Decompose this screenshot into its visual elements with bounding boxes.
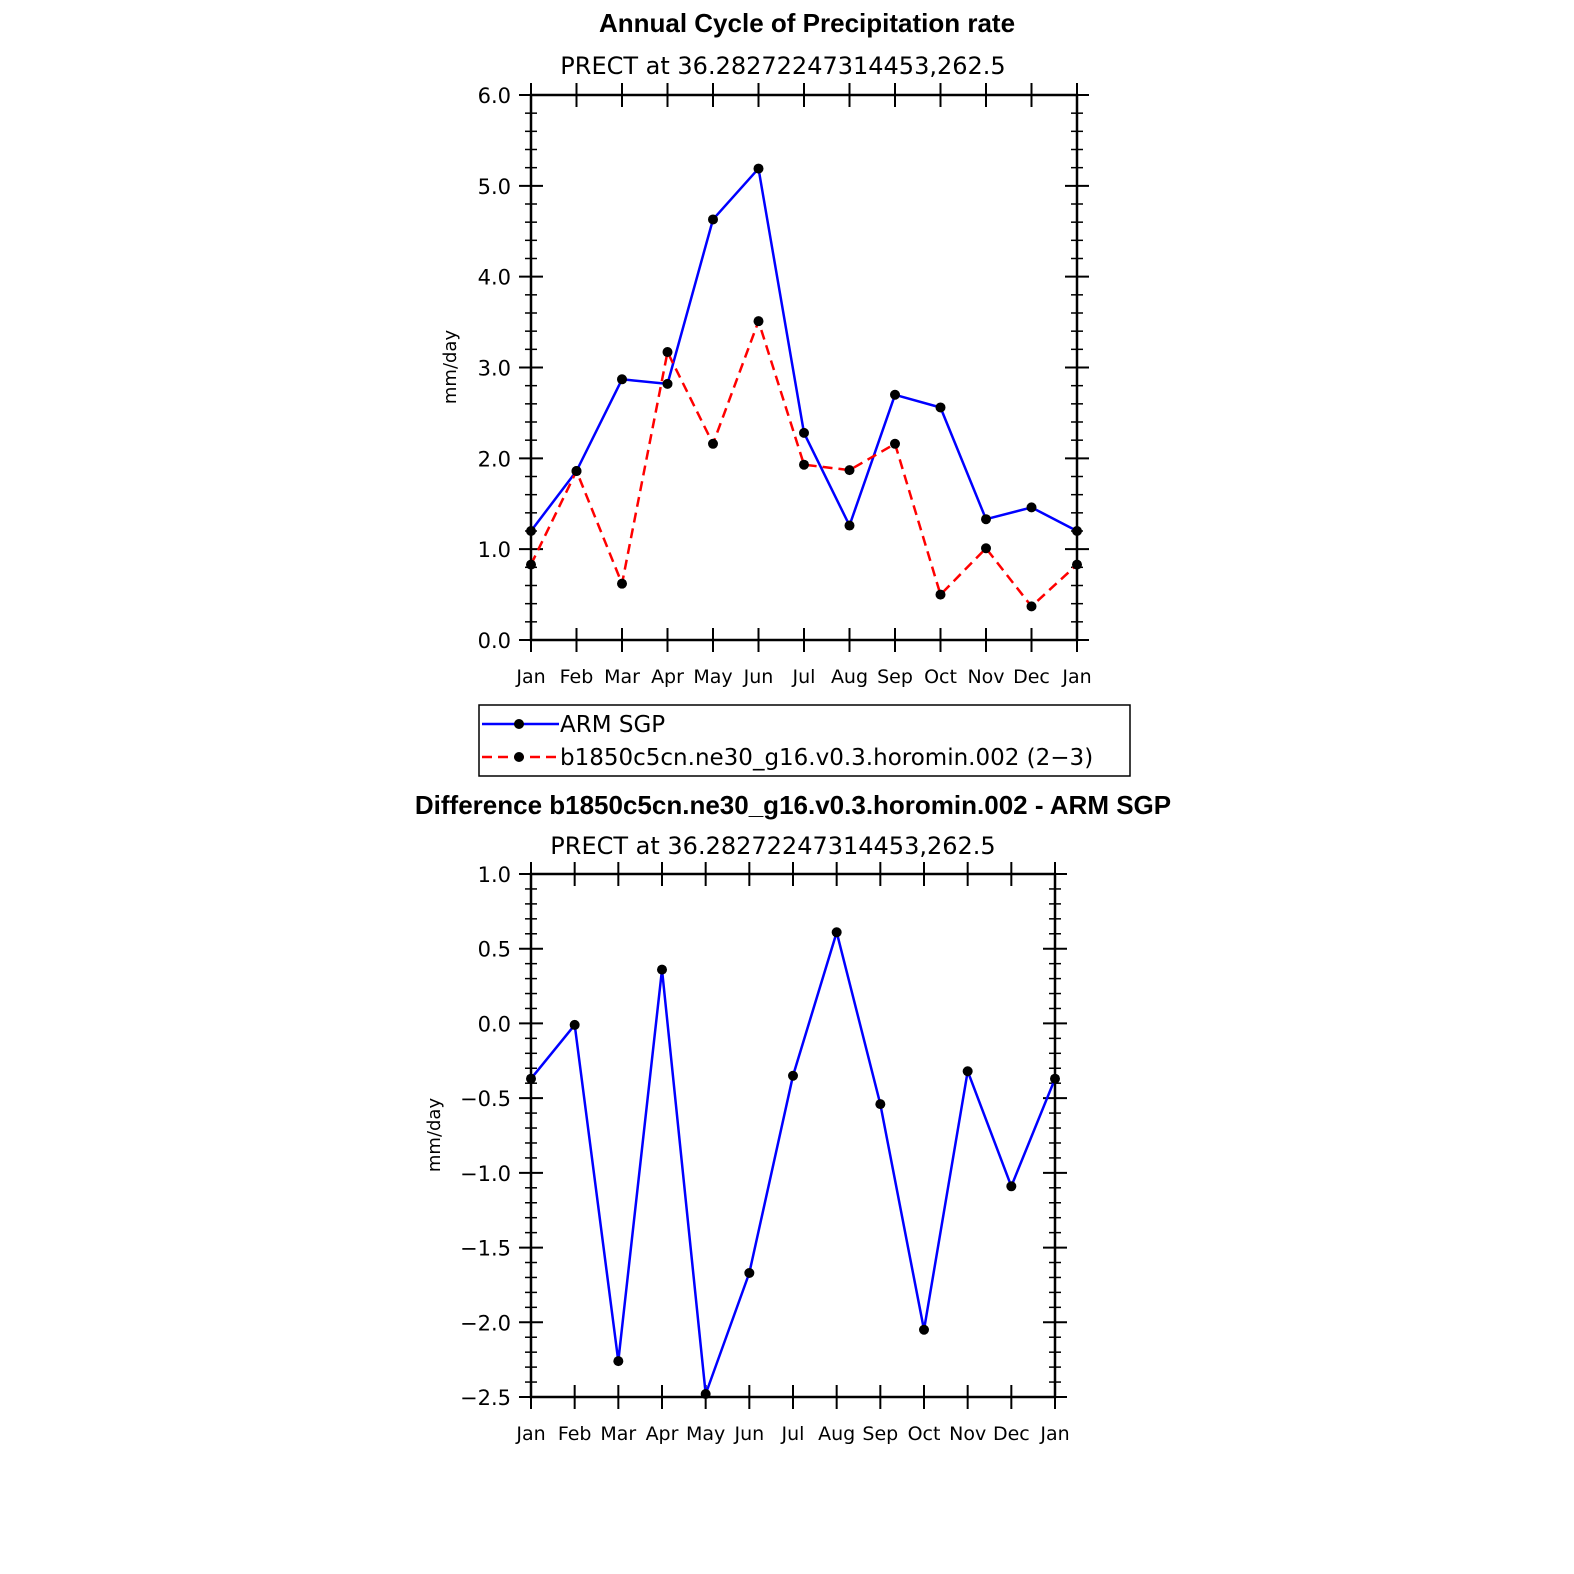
legend-label-arm-sgp: ARM SGP (560, 712, 666, 738)
c2-y-tick-label: −2.5 (460, 1386, 511, 1410)
difference-chart-subtitle: PRECT at 36.28272247314453,262.5 (550, 832, 996, 860)
c1-x-tick-label: Jan (516, 666, 546, 688)
c1-x-tick-label: Jan (1062, 666, 1092, 688)
legend-label-model: b1850c5cn.ne30_g16.v0.3.horomin.002 (2−3) (560, 745, 1094, 771)
chart-title: Annual Cycle of Precipitation rate (598, 8, 1016, 38)
c2-series-0-point (570, 1020, 580, 1030)
c2-series-0-point (919, 1325, 929, 1335)
legend-marker-arm-sgp (514, 719, 524, 729)
c2-x-tick-label: Apr (645, 1423, 679, 1445)
c1-series-0-point (799, 428, 809, 438)
c1-series-0-point (1027, 502, 1037, 512)
c2-series-0-line (531, 932, 1055, 1394)
c1-series-1-point (845, 465, 855, 475)
c1-x-tick-label: Feb (559, 666, 594, 688)
c2-x-tick-label: Jun (734, 1423, 765, 1445)
c1-series-1-point (1072, 560, 1082, 570)
c1-x-tick-label: Apr (651, 666, 684, 688)
c1-y-tick-label: 4.0 (477, 265, 511, 290)
legend (479, 705, 1130, 776)
c2-series-0-point (788, 1071, 798, 1081)
c1-series-0-point (981, 514, 991, 524)
precipitation-plot (478, 83, 1092, 688)
c1-series-1-point (572, 466, 582, 476)
c2-series-0-point (832, 927, 842, 937)
c1-series-0-point (708, 214, 718, 224)
c2-plot-frame (531, 874, 1055, 1397)
c1-x-tick-label: Nov (967, 666, 1005, 688)
c1-series-1-point (708, 439, 718, 449)
c1-series-1-point (936, 590, 946, 600)
difference-y-axis-label: mm/day (424, 1097, 445, 1173)
c1-x-tick-label: Oct (924, 666, 957, 688)
c2-x-tick-label: Dec (992, 1423, 1030, 1445)
c1-series-0-point (663, 379, 673, 389)
c2-series-0-point (875, 1099, 885, 1109)
c1-x-tick-label: Jul (792, 666, 816, 688)
c1-x-tick-label: Dec (1013, 666, 1050, 688)
chart-subtitle: PRECT at 36.28272247314453,262.5 (560, 52, 1006, 80)
c2-y-tick-label: −1.0 (460, 1161, 511, 1186)
c2-y-tick-label: −2.0 (460, 1311, 511, 1336)
c1-series-1-point (981, 543, 991, 553)
c1-series-1-point (890, 439, 900, 449)
c2-y-tick-label: 0.0 (477, 1012, 511, 1037)
c1-x-tick-label: May (693, 666, 733, 688)
c2-x-tick-label: May (686, 1423, 726, 1445)
c2-x-tick-label: Jan (1040, 1423, 1070, 1445)
c1-series-1-point (1027, 601, 1037, 611)
c1-y-tick-label: 3.0 (477, 356, 511, 381)
c2-series-0-point (963, 1066, 973, 1076)
c1-x-tick-label: Mar (604, 666, 640, 688)
c2-series-0-point (701, 1389, 711, 1399)
c1-series-0-point (845, 521, 855, 531)
c1-y-tick-label: 2.0 (477, 447, 511, 472)
c1-x-tick-label: Sep (877, 666, 913, 688)
c1-series-1-point (754, 316, 764, 326)
c1-y-tick-label: 1.0 (477, 538, 511, 563)
c1-series-0-point (526, 526, 536, 536)
c2-x-tick-label: Jul (781, 1423, 805, 1445)
c1-x-tick-label: Jun (743, 666, 774, 688)
legend-marker-model (514, 752, 524, 762)
c2-y-tick-label: −0.5 (460, 1087, 511, 1112)
c1-y-tick-label: 0.0 (477, 629, 511, 653)
c1-series-1-point (526, 560, 536, 570)
c2-series-0-point (744, 1268, 754, 1278)
c1-series-0-point (617, 374, 627, 384)
c1-series-0-point (890, 390, 900, 400)
difference-plot (460, 862, 1070, 1445)
c2-y-tick-label: 0.5 (477, 937, 511, 962)
c1-series-1-point (617, 579, 627, 589)
c2-series-0-point (1006, 1181, 1016, 1191)
c2-x-tick-label: Oct (907, 1423, 941, 1445)
c2-x-tick-label: Aug (818, 1423, 856, 1445)
c2-x-tick-label: Nov (949, 1423, 987, 1445)
c2-x-tick-label: Mar (600, 1423, 637, 1445)
c2-x-tick-label: Sep (862, 1423, 899, 1445)
c1-series-0-point (936, 402, 946, 412)
c2-y-tick-label: 1.0 (477, 863, 511, 887)
c2-series-0-point (657, 965, 667, 975)
c1-series-1-point (799, 460, 809, 470)
c1-x-tick-label: Aug (830, 666, 869, 688)
c1-y-tick-label: 5.0 (477, 174, 511, 199)
c1-series-0-point (754, 164, 764, 174)
c2-series-0-point (526, 1074, 536, 1084)
c2-series-0-point (613, 1356, 623, 1366)
c1-series-0-line (531, 169, 1077, 531)
c1-series-1-point (663, 347, 673, 357)
y-axis-label: mm/day (440, 329, 461, 405)
c2-y-tick-label: −1.5 (460, 1236, 511, 1261)
c2-series-0-point (1050, 1074, 1060, 1084)
c1-series-0-point (1072, 526, 1082, 536)
c2-x-tick-label: Jan (516, 1423, 546, 1445)
difference-chart-title: Difference b1850c5cn.ne30_g16.v0.3.horomin.002 - ARM SGP (414, 790, 1172, 820)
c1-y-tick-label: 6.0 (477, 84, 511, 108)
c2-x-tick-label: Feb (557, 1423, 592, 1445)
